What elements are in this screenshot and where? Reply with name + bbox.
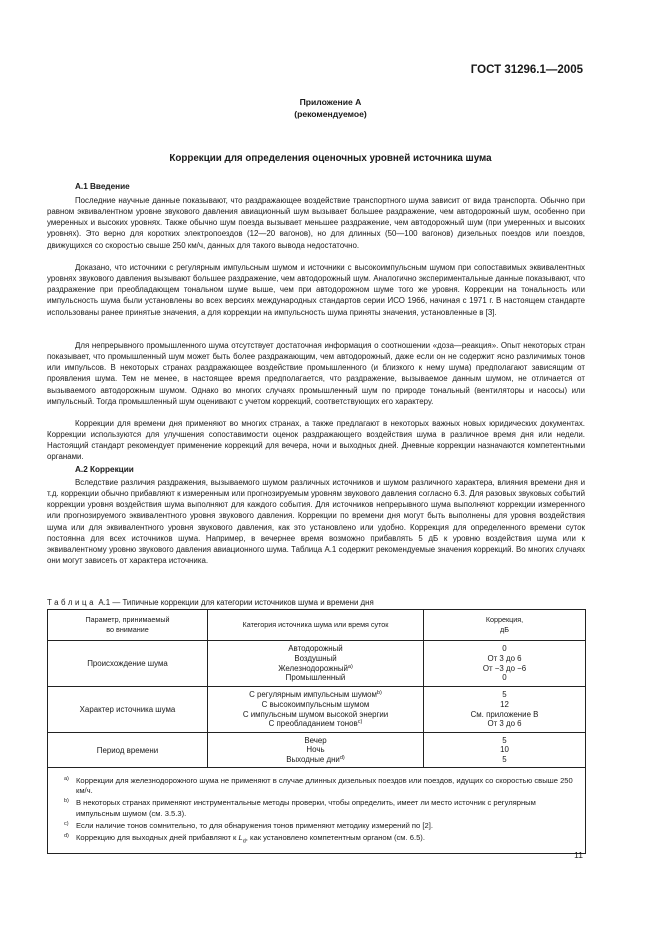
category-item: С импульсным шумом высокой энергии bbox=[242, 709, 389, 719]
category-item: Промышленный bbox=[285, 673, 346, 683]
category-item: С регулярным импульсным шумом$^{b)}$ bbox=[249, 690, 382, 700]
table-row bbox=[48, 733, 586, 768]
category-item: Железнодорожный$^{a)}$ bbox=[278, 663, 353, 673]
row-corrections bbox=[424, 733, 586, 768]
paragraph-a1-2: Доказано, что источники с регулярным импульсным шумом и источники с высокоимпульсным шумом при сопоставимых эквивалентных уровнях звукового давления вызывают большее раздражение, чем автодорожный шум. Аналогично экспериментальные данные показывают, что раздражение при преобладающем тональном шуме выше, чем при автодорожном шуме того же уровня. Коррекции на тональность или импульсность шума были установлены во всех версиях международных стандартов серии ИСО 1966, начиная с 1971 г. В настоящем стандарте использованы ранее принятые значения, а для коррекции на импульсность шума приняты значения, установленные в [3]. bbox=[47, 263, 585, 317]
category-item: С высокоимпульсным шумом bbox=[261, 699, 370, 709]
correction-value: 12 bbox=[500, 699, 509, 709]
header-correction: Коррекция, дБ bbox=[424, 610, 586, 641]
correction-value: 0 bbox=[502, 644, 507, 654]
paragraph-a1-1: Последние научные данные показывают, что раздражающее воздействие транспортного шума зависит от вида транспорта. Обычно при равном эквивалентном уровне звукового давления авиационный шум вызывает большее раздражение, чем автодорожный шум, особенно при умеренных и высоких уровнях. Также обычно шум поезда вызывает меньшее раздражение, чем автодорожный шум (при умеренных и высоких уровнях). Это верно для коротких электропоездов (12—20 вагонов), но для длинных (50—100 вагонов) дизельных поездов или поездов, движущихся со скоростью свыше 250 км/ч, данных для такого вывода недостаточно. bbox=[47, 196, 585, 250]
correction-value: См. приложение В bbox=[470, 709, 539, 719]
page-number: 11 bbox=[574, 850, 583, 860]
correction-value: 5 bbox=[502, 690, 507, 700]
row-corrections bbox=[424, 641, 586, 687]
table-notes-row bbox=[48, 768, 586, 854]
table-note: a) Коррекции для железнодорожного шума не применяют в случае длинных дизельных поездов или поездов, идущих со скоростью свыше 250 км/ч. bbox=[64, 776, 573, 796]
page-heading: Коррекции для определения оценочных уровней источника шума bbox=[169, 153, 492, 164]
table-row bbox=[48, 641, 586, 687]
row-categories bbox=[208, 687, 424, 733]
paragraph-a2-1: Вследствие различия раздражения, вызываемого шумом различных источников и шумом различного характера, влияния времени дня и т.д. коррекции обычно прибавляют к измеренным или прогнозируемым уровням звукового давления согласно 6.3. Для разовых звуковых событий коррекции уровня воздействия шума выполняют для каждого события. Для источников непрерывного шума выполняют коррекции измеренного или прогнозируемого эквивалентного уровня звукового давления. Коррекции по времени дня могут быть выполнены для уровня воздействия шума или для эквивалентного уровня звукового давления, как это установлено или удобно. Коррекция для определенного времени суток постоянна для всех источников шума. Например, в вечернее время возможно прибавлять 5 дБ к уровню воздействия шума или к эквивалентному уровню звукового давления авиационного шума. Таблица А.1 содержит рекомендуемые значения коррекций. Во многих случаях они могут зависеть от характера источника. bbox=[47, 478, 585, 566]
header-parameter: Параметр, принимаемый во внимание bbox=[48, 610, 208, 641]
table-caption-label: Таблица bbox=[47, 598, 97, 607]
row-parameter: Период времени bbox=[48, 733, 208, 768]
section-a2-title: А.2 Коррекции bbox=[75, 465, 134, 474]
correction-value: 5 bbox=[502, 735, 507, 745]
category-item: Выходные дни$^{d)}$ bbox=[286, 754, 345, 764]
correction-value: От 3 до 6 bbox=[487, 719, 522, 729]
correction-value: 0 bbox=[502, 673, 507, 683]
header-category: Категория источника шума или время суток bbox=[208, 610, 424, 641]
annex-subtitle: (рекомендуемое) bbox=[294, 109, 367, 119]
category-item: Воздушный bbox=[294, 653, 337, 663]
annex-title: Приложение А bbox=[299, 97, 362, 107]
row-categories bbox=[208, 733, 424, 768]
section-a1-title: А.1 Введение bbox=[75, 182, 130, 191]
correction-value: 10 bbox=[500, 745, 509, 755]
paragraph-a1-3: Для непрерывного промышленного шума отсутствует достаточная информация о соотношении «доза—реакция». Опыт некоторых стран показывает, что промышленный шум может быть более раздражающим, чем автодорожный, даже если он не содержит ясно различимых тонов или импульсов. В некоторых странах раздражающее воздействие промышленного (и близкого к нему шума) предполагают зависящим от проявления шума. Тем не менее, в настоящее время предполагается, что раздражение, вызываемое данным шумом, не отличается от вызываемого автодорожным шумом. Однако во многих случаях промышленный шум по природе тональный (вентиляторы и насосы) или импульсный. Тогда промышленный шум оценивают с учетом коррекций, соответствующих его характеру. bbox=[47, 341, 585, 406]
table-note: c) Если наличие тонов сомнительно, то для обнаружения тонов применяют методику измерений по [2]. bbox=[64, 820, 433, 830]
annex-heading bbox=[0, 96, 661, 120]
row-categories bbox=[208, 641, 424, 687]
standard-id: ГОСТ 31296.1—2005 bbox=[470, 64, 583, 76]
paragraph-a1-4: Коррекции для времени дня применяют во многих странах, а также предлагают в некоторых важных новых юридических документах. Коррекции используются для улучшения сопоставимости оценок раздражающего воздействия шума в различное время дня или недели. Настоящий стандарт рекомендует применение коррекций для вечера, ночи и выходных дней. Дневные коррекции назначаются компетентными органами. bbox=[47, 419, 585, 462]
table-note: b) В некоторых странах применяют инструментальные методы проверки, чтобы определить, имеет ли место источник с регулярным импульсным шумом (см. 3.5.3). bbox=[64, 798, 536, 818]
symbol-l: L bbox=[238, 833, 243, 843]
correction-value: 5 bbox=[502, 754, 507, 764]
row-parameter: Характер источника шума bbox=[48, 687, 208, 733]
row-parameter: Происхождение шума bbox=[48, 641, 208, 687]
table-header-row bbox=[48, 610, 586, 641]
category-item: Ночь bbox=[306, 745, 325, 755]
table-caption bbox=[47, 598, 374, 607]
table-note: d) Коррекцию для выходных дней прибавляют к $L_d$, как установлено компетентным органом (см. 6.5). bbox=[64, 833, 425, 845]
table-caption-text: А.1 — Типичные коррекции для категории источников шума и времени дня bbox=[98, 598, 374, 607]
category-item: Вечер bbox=[304, 735, 327, 745]
correction-value: От −3 до −6 bbox=[482, 663, 527, 673]
table-notes bbox=[48, 768, 586, 854]
row-corrections bbox=[424, 687, 586, 733]
correction-value: От 3 до 6 bbox=[487, 653, 522, 663]
corrections-table bbox=[47, 609, 586, 854]
category-item: С преобладанием тонов$^{c)}$ bbox=[268, 719, 363, 729]
table-row bbox=[48, 687, 586, 733]
category-item: Автодорожный bbox=[288, 644, 343, 654]
